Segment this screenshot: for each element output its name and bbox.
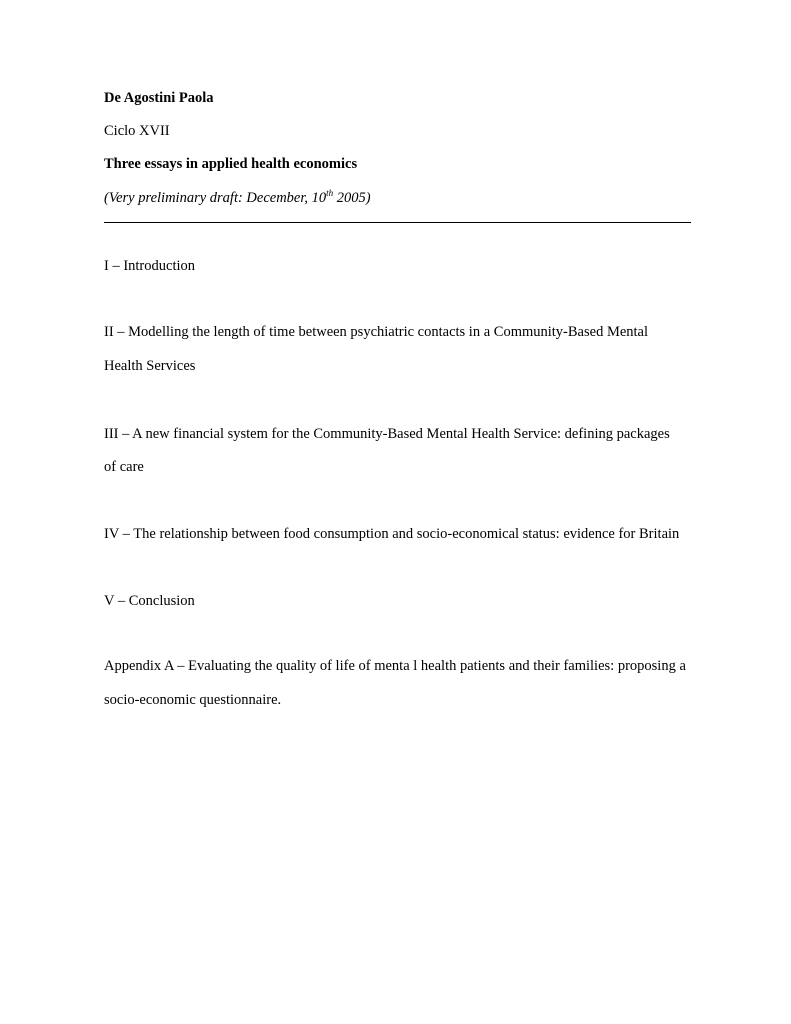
contents-item-6-line-2: socio-economic questionnaire. [104, 692, 282, 708]
contents-item-5: V – Conclusion [104, 593, 195, 609]
contents-item-4: IV – The relationship between food consumption and socio-economical status: evidence for Britain [104, 526, 680, 542]
horizontal-rule [104, 222, 691, 223]
cycle-label: Ciclo XVII [104, 123, 170, 139]
draft-note-ordinal: th [326, 188, 334, 198]
draft-note [104, 189, 371, 207]
contents-item-2-line-1: II – Modelling the length of time between psychiatric contacts in a Community-Based Mental [104, 324, 649, 340]
thesis-title: Three essays in applied health economics [104, 156, 358, 172]
contents-item-6-line-1: Appendix A – Evaluating the quality of life of menta l health patients and their families: proposing a [104, 658, 686, 674]
contents-item-3-line-1: III – A new financial system for the Community-Based Mental Health Service: defining packages [104, 426, 670, 442]
draft-note-suffix: 2005) [333, 190, 371, 206]
draft-note-prefix: (Very preliminary draft: December, 10 [104, 190, 327, 206]
contents-item-3-line-2: of care [104, 459, 144, 475]
contents-item-1: I – Introduction [104, 258, 196, 274]
author-name: De Agostini Paola [104, 90, 214, 106]
contents-item-2-line-2: Health Services [104, 358, 196, 374]
